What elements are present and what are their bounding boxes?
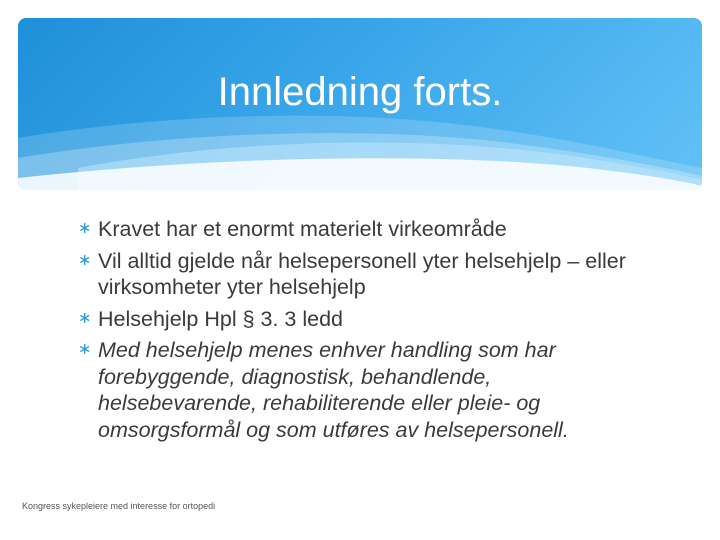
bullet-item — [78, 248, 638, 301]
bullet-text: Helsehjelp Hpl § 3. 3 ledd — [98, 306, 344, 331]
bullet-text: Vil alltid gjelde når helsepersonell yter helsehjelp – eller virksomheter yter helsehjelp — [98, 248, 626, 299]
asterisk-bullet-icon: ∗ — [78, 341, 92, 358]
title-banner — [18, 18, 702, 190]
asterisk-bullet-icon: ∗ — [78, 251, 92, 269]
slide-title: Innledning forts. — [217, 70, 503, 114]
asterisk-bullet-icon: ∗ — [78, 309, 92, 327]
bullet-item — [78, 306, 638, 333]
bullet-item — [78, 337, 638, 443]
bullet-text: Med helsehjelp menes enhver handling som har forebyggende, diagnostisk, behandlende, helsebevarende, rehabiliterende eller pleie- og omsorgsformål og som utføres av helsepersonell. — [98, 338, 569, 442]
bullet-item — [78, 216, 638, 243]
bullet-text: Kravet har et enormt materielt virkeområde — [98, 217, 507, 241]
bullet-list — [78, 216, 638, 448]
footer-text: Kongress sykepleiere med interesse for ortopedi — [22, 501, 216, 511]
asterisk-bullet-icon: ∗ — [78, 220, 92, 237]
